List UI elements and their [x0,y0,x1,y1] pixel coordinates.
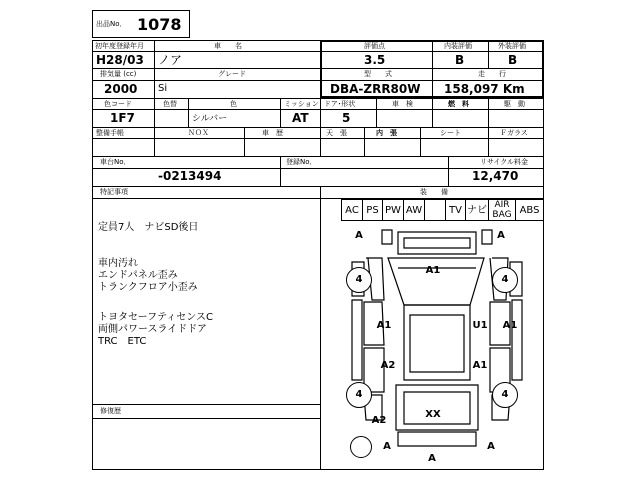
mark-bumper-right: A [487,441,495,452]
name-label: 車 名 [214,42,242,50]
equip-ps: PS [362,199,383,221]
doors-value: 5 [342,111,351,125]
wheel-rear-right: 4 [492,382,518,408]
glass-label: Ｆガラス [500,129,528,137]
recycle-label: リサイクル料金 [480,158,529,166]
model-label: 型 式 [364,70,392,78]
color-label: 色 [230,100,237,108]
year-value: H28/03 [96,53,144,67]
lot-label: 出品No． [96,20,127,28]
mark-roof: A1 [425,265,441,276]
note-line: 車内汚れ [98,258,138,269]
score-label: 評価点 [364,42,385,50]
mark-bumper-center: A [428,453,436,464]
note-line: トヨタセーフティセンスC [98,312,213,323]
mark-door-front-right: A1 [502,320,518,331]
wheel-rear-left: 4 [346,382,372,408]
note-line: 両側パワースライドドア [98,324,207,335]
grade-value: Si [158,83,168,94]
recycle-value: 12,470 [472,169,519,183]
mark-bumper-left: A [383,441,391,452]
name-value: ノア [158,53,183,67]
equipment-title: 装 備 [420,188,448,196]
wheel-front-right: 4 [492,267,518,293]
interior-value: B [455,53,465,67]
grade-label: グレード [218,70,246,78]
interior-panel-label: 内 張 [376,129,397,137]
fuel-label: 燃 料 [448,100,469,108]
repair-title: 修復歴 [100,407,121,415]
note-line: トランクフロア小歪み [98,282,198,293]
nox-label: ＮＯＸ [188,129,209,137]
inspection-label: 車 検 [392,100,413,108]
color-change-label: 色替 [163,100,177,108]
equip-pw: PW [382,199,404,221]
registration-label: 登録No． [286,158,317,166]
sunroof-label: 天 張 [326,129,347,137]
wheel-front-left: 4 [346,267,372,293]
lot-box [92,10,190,38]
color-code-value: 1F7 [110,111,135,125]
color-value: シルバー [192,114,228,124]
transmission-value: AT [292,111,309,125]
color-code-label: 色コード [104,100,132,108]
score-value: 3.5 [364,53,386,67]
lot-number: 1078 [137,15,182,34]
cc-value: 2000 [104,82,138,96]
spare-wheel [350,436,372,458]
chassis-value: -0213494 [158,169,222,183]
note-line: TRC ETC [98,336,147,347]
interior-label: 内装評価 [444,42,472,50]
mark-front-left: A [355,230,363,241]
mileage-label: 走 行 [478,70,506,78]
exterior-value: B [508,53,518,67]
mileage-value: 158,097 Km [444,82,525,96]
seat-label: シート [440,129,461,137]
doors-label: ドア･形状 [324,100,356,108]
equip-abs: ABS [515,199,544,221]
note-line: エンドパネル歪み [98,270,178,281]
exterior-label: 外装評価 [498,42,526,50]
mark-pillar-right: U1 [472,320,488,331]
mark-rear-left-lamp: A2 [371,415,387,426]
drive-label: 駆 動 [504,100,525,108]
cc-label: 排気量 (cc) [100,70,137,78]
notes-title: 特記事項 [100,188,128,196]
year-label: 初年度登録年月 [95,42,144,50]
equip-aw: AW [403,199,425,221]
equip-blank [424,199,446,221]
mark-door-rear-right: A1 [472,360,488,371]
history-label: 車 歴 [262,129,283,137]
equip-tv: TV [445,199,466,221]
equip-navi: ナビ [465,199,489,221]
manual-label: 整備手帳 [96,129,124,137]
notes-block1: 定員7人 ナビSD後日 [98,222,199,233]
mark-door-front-left: A1 [376,320,392,331]
mark-door-rear-left: A2 [380,360,396,371]
model-value: DBA-ZRR80W [330,82,421,96]
mark-front-right: A [497,230,505,241]
equip-ac: AC [341,199,363,221]
equip-airbag: AIR BAG [488,199,516,221]
transmission-label: ミッション [284,100,319,108]
chassis-label: 車台No． [100,158,131,166]
mark-trunk: XX [425,409,441,420]
